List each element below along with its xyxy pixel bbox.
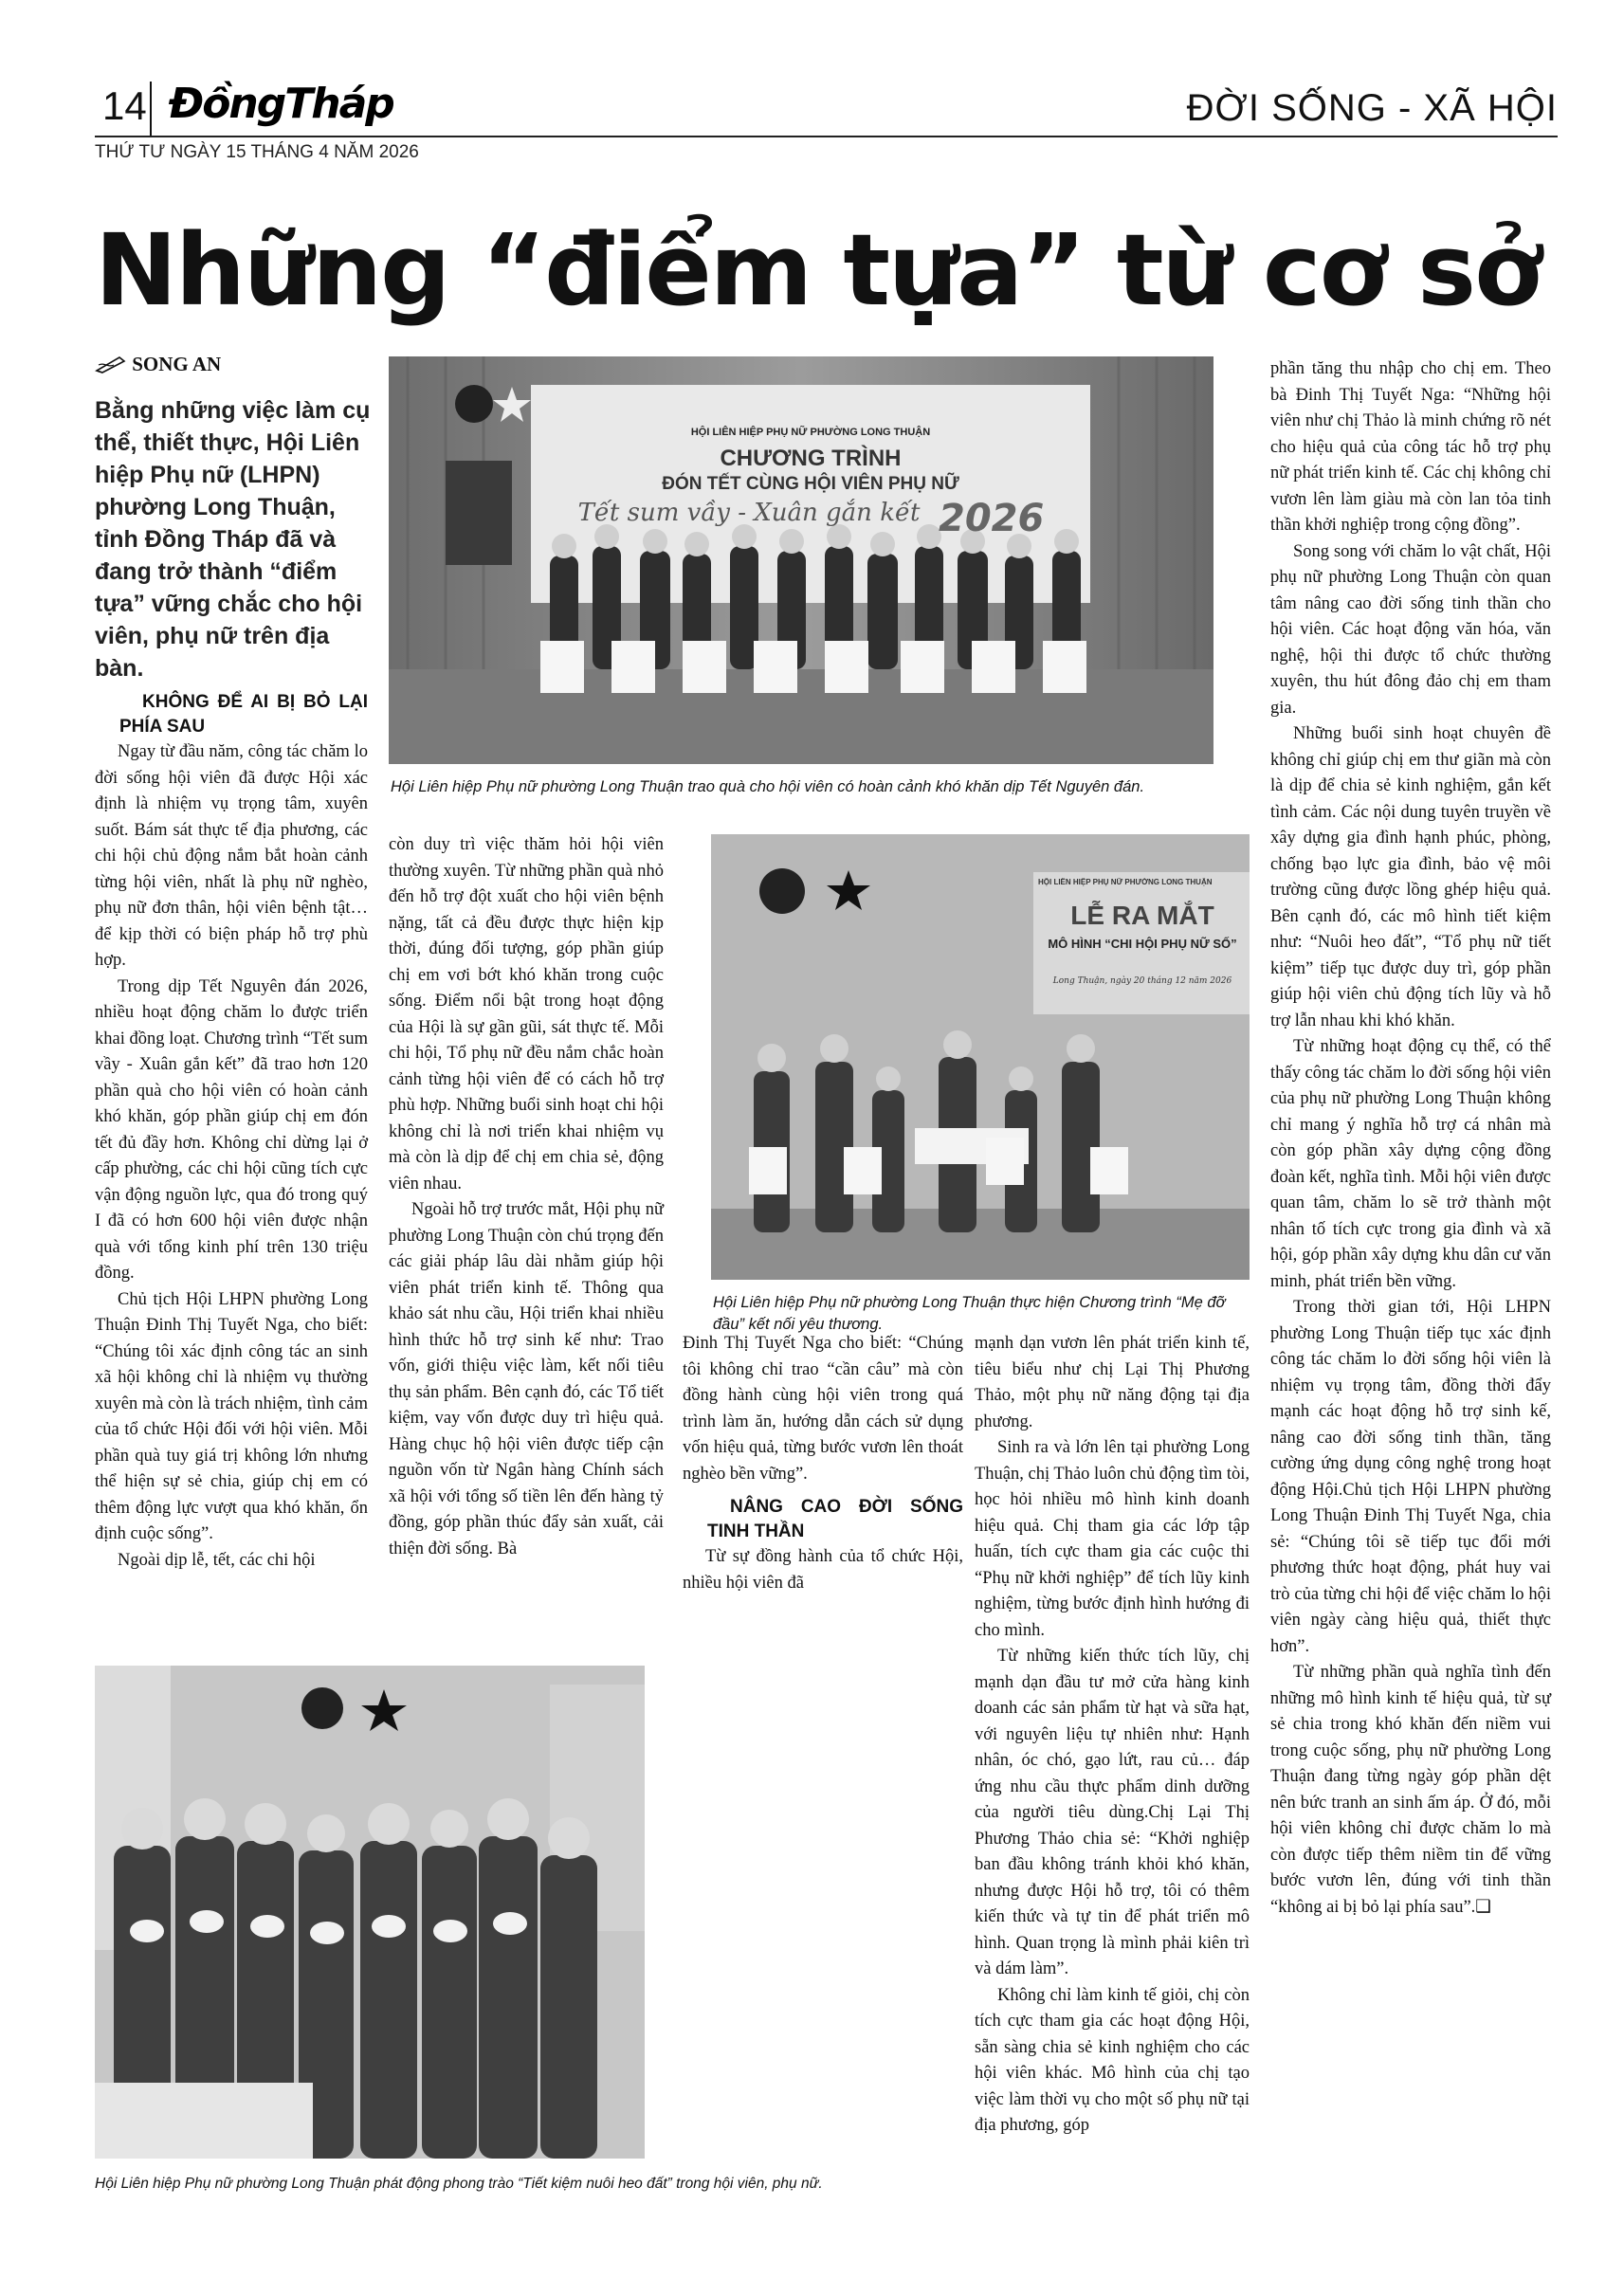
article-sapo: Bằng những việc làm cụ thể, thiết thực, Hội Liên hiệp Phụ nữ (LHPN) phường Long Thuận, tỉnh Đồng Tháp đã và đang trở thành “điểm tựa” vững chắc cho hội viên, phụ nữ trên địa bàn. [95,397,371,682]
photo-godmother-program [711,834,1250,1280]
paragraph: phần tăng thu nhập cho chị em. Theo bà Đinh Thị Tuyết Nga: “Những hội viên như chị Thảo là minh chứng rõ nét cho hiệu quả của công tác hỗ trợ phụ nữ phát triển kinh tế. Các chị không chỉ vươn lên làm giàu mà còn lan tỏa tinh thần khởi nghiệp trong cộng đồng”. [1270,359,1551,535]
article-column-3 [683,1331,963,1596]
paragraph: Chủ tịch Hội LHPN phường Long Thuận Đinh Thị Tuyết Nga, cho biết: “Chúng tôi xác định công tác an sinh xã hội không chỉ là nhiệm vụ thường xuyên mà còn là trách nhiệm, tình cảm của tổ chức Hội đối với hội viên. Mỗi phần quà tuy giá trị không lớn nhưng thể hiện sự sẻ chia, giúp chị em có thêm động lực vượt qua khó khăn, ổn định cuộc sống”. [95,1289,368,1543]
paragraph: Từ sự đồng hành của tổ chức Hội, nhiều hội viên đã [683,1547,963,1593]
subhead-1: KHÔNG ĐỂ AI BỊ BỎ LẠI PHÍA SAU [119,692,368,737]
newspaper-logo: ĐồngTháp [169,80,393,128]
banner-subtitle-2: MÔ HÌNH “CHI HỘI PHỤ NỮ SỐ” [1048,937,1237,951]
photo1-caption: Hội Liên hiệp Phụ nữ phường Long Thuận trao quà cho hội viên có hoàn cảnh khó khăn dịp Tết Nguyên đán. [391,778,1145,795]
article-column-5 [1270,356,1551,1921]
end-mark: ❑ [1475,1897,1491,1917]
banner-date-2: Long Thuận, ngày 20 tháng 12 năm 2026 [1052,976,1232,986]
subhead-2: NÂNG CAO ĐỜI SỐNG TINH THẦN [707,1497,963,1541]
closing-text: Từ những phần quà nghĩa tình đến những mô hình kinh tế hiệu quả, từ sự sẻ chia trong khó khăn đến niềm vui trong cuộc sống, phụ nữ phường Long Thuận đang từng ngày góp phần dệt nên bức tranh an sinh ấm áp. Ở đó, mỗi hội viên không chỉ được chăm lo mà còn được tiếp thêm niềm tin để vững bước vươn lên, đúng với tinh thần “không ai bị bỏ lại phía sau”. [1270,1663,1551,1917]
banner-title-2: LỄ RA MẮT [1070,901,1214,930]
paragraph: Từ những hoạt động cụ thể, có thể thấy công tác chăm lo đời sống hội viên của phụ nữ phường Long Thuận không chỉ mang ý nghĩa hỗ trợ cá nhân mà còn góp phần xây dựng cộng đồng đoàn kết, nghĩa tình. Mỗi hội viên được quan tâm, chăm lo sẽ trở thành một nhân tố tích cực trong gia đình và xã hội, góp phần xây dựng khu dân cư văn minh, phát triển bền vững. [1270,1037,1551,1291]
banner-script-1: Tết sum vầy - Xuân gắn kết [577,499,921,527]
paragraph: Sinh ra và lớn lên tại phường Long Thuận, chị Thảo luôn chủ động tìm tòi, học hỏi nhiều mô hình kinh doanh hiệu quả. Chị tham gia các lớp tập huấn, tích cực tham gia các cuộc thi “Phụ nữ khởi nghiệp” để tích lũy kinh nghiệm, từng bước định hình hướng đi cho mình. [975,1438,1250,1640]
paragraph: Đinh Thị Tuyết Nga cho biết: “Chúng tôi không chỉ trao “cần câu” mà còn đồng hành cùng hội viên trong quá trình làm ăn, hướng dẫn cách sử dụng vốn hiệu quả, từng bước vươn lên thoát nghèo bền vững”. [683,1334,963,1484]
photo-piggy-bank-image [95,1666,645,2159]
paragraph: Ngay từ đầu năm, công tác chăm lo đời sống hội viên đã được Hội xác định là nhiệm vụ trọng tâm, xuyên suốt. Bám sát thực tế địa phương, các chi hội chủ động nắm bắt hoàn cảnh từng hội viên, nhất là phụ nữ nghèo, phụ nữ đơn thân, hội viên bệnh tật… để kịp thời có biện pháp hỗ trợ phù hợp. [95,742,368,970]
photo-piggy-bank [95,1666,645,2159]
banner-org-1: HỘI LIÊN HIỆP PHỤ NỮ PHƯỜNG LONG THUẬN [690,427,931,438]
article-column-2 [389,832,664,1562]
photo3-caption: Hội Liên hiệp Phụ nữ phường Long Thuận phát động phong trào “Tiết kiệm nuôi heo đất” trong hội viên, phụ nữ. [95,2176,823,2192]
banner-subtitle-1: ĐÓN TẾT CÙNG HỘI VIÊN PHỤ NỮ [662,474,959,494]
article-column-1 [95,683,368,1574]
byline [95,353,221,376]
paragraph: Từ những kiến thức tích lũy, chị mạnh dạn đầu tư mở cửa hàng kinh doanh các sản phẩm từ hạt và sữa hạt, với nguyên liệu tự nhiên như: Hạnh nhân, óc chó, gạo lứt, rau củ… đáp ứng nhu cầu thực phẩm dinh dưỡng của người tiêu dùng.Chị Lại Thị Phương Thảo chia sẻ: “Khởi nghiệp ban đầu không tránh khỏi khó khăn, nhưng được Hội hỗ trợ, tôi có thêm kiến thức và tự tin để phát triển mô hình. Quan trọng là mình phải kiên trì và dám làm”. [975,1647,1250,1978]
banner-year-1: 2026 [939,497,1045,540]
paragraph: Ngoài dịp lễ, tết, các chi hội [118,1550,316,1570]
paragraph: Trong thời gian tới, Hội LHPN phường Long Thuận tiếp tục xác định công tác chăm lo đời sống hội viên là nhiệm vụ trọng tâm, đồng thời đẩy mạnh các hoạt động hỗ trợ sinh kế, nâng cao đời sống tinh thần, tăng cường ứng dụng công nghệ trong hoạt động Hội.Chủ tịch Hội LHPN phường Long Thuận Đinh Thị Tuyết Nga, chia sẻ: “Chúng tôi sẽ tiếp tục đổi mới phương thức hoạt động, phát huy vai trò của từng chi hội để việc chăm lo hội viên ngày càng hiệu quả, thiết thực hơn”. [1270,1298,1551,1656]
article-title: Những “điểm tựa” từ cơ sở [95,212,1541,328]
photo2-caption: Hội Liên hiệp Phụ nữ phường Long Thuận thực hiện Chương trình “Mẹ đỡ đầu” kết nối yêu thương. [713,1294,1226,1333]
banner-org-2: HỘI LIÊN HIỆP PHỤ NỮ PHƯỜNG LONG THUẬN [1038,878,1213,886]
paragraph: Ngoài hỗ trợ trước mắt, Hội phụ nữ phường Long Thuận còn chú trọng đến các giải pháp lâu dài nhằm giúp hội viên phát triển kinh tế. Thông qua khảo sát nhu cầu, Hội triển khai nhiều hình thức hỗ trợ sinh kế như: Trao vốn, giới thiệu việc làm, kết nối tiêu thụ sản phẩm. Bên cạnh đó, các Tổ tiết kiệm, vay vốn được duy trì hiệu quả. Hàng chục hộ hội viên được tiếp cận nguồn vốn từ Ngân hàng Chính sách xã hội với tổng số tiền lên đến hàng tỷ đồng, góp phần thúc đẩy sản xuất, cải thiện đời sống. Bà [389,1200,664,1558]
section-title: ĐỜI SỐNG - XÃ HỘI [1186,87,1558,129]
article-column-4 [975,1331,1250,2140]
author-name: SONG AN [132,353,222,375]
paragraph [1270,1660,1551,1921]
pen-icon [95,355,127,374]
paragraph: Song song với chăm lo vật chất, Hội phụ nữ phường Long Thuận còn quan tâm nâng cao đời sống tinh thần cho hội viên. Các hoạt động văn hóa, văn nghệ, hội thi được tổ chức thường xuyên, thu hút đông đảo chị em tham gia. [1270,541,1551,718]
paragraph: còn duy trì việc thăm hỏi hội viên thường xuyên. Từ những phần quà nhỏ đến hỗ trợ đột xuất cho hội viên bệnh nặng, tất cả đều được thực hiện kịp thời, đúng đối tượng, góp phần giúp chị em vơi bớt khó khăn trong cuộc sống. Điểm nổi bật trong hoạt động của Hội là sự gần gũi, sát thực tế. Mỗi chi hội, Tổ phụ nữ đều nắm chắc hoàn cảnh từng hội viên để có cách hỗ trợ phù hợp. Những buổi sinh hoạt chi hội không chỉ là nơi triển khai nhiệm vụ mà còn là dịp để chị em chia sẻ, động viên nhau. [389,835,664,1194]
paragraph: Những buổi sinh hoạt chuyên đề không chỉ giúp chị em thư giãn mà còn là dịp để chia sẻ kinh nghiệm, gắn kết tình cảm. Các nội dung tuyên truyền về xây dựng gia đình hạnh phúc, phòng, chống bạo lực gia đình, bảo vệ môi trường cũng được lồng ghép hiệu quả. Bên cạnh đó, các mô hình tiết kiệm như: “Nuôi heo đất”, “Tổ phụ nữ tiết kiệm” tiếp tục được duy trì, góp phần giúp hội viên chủ động tích lũy và hỗ trợ lẫn nhau khi khó khăn. [1270,724,1551,1030]
page-number: 14 [102,83,147,128]
photo-tet-gifts-image [389,356,1213,764]
issue-date: THỨ TƯ NGÀY 15 THÁNG 4 NĂM 2026 [95,142,419,162]
paragraph: mạnh dạn vươn lên phát triển kinh tế, tiêu biểu như chị Lại Thị Phương Thảo, một phụ nữ năng động tại địa phương. [975,1334,1250,1431]
masthead-rule [95,136,1558,137]
masthead-divider [150,82,152,137]
paragraph: Trong dịp Tết Nguyên đán 2026, nhiều hoạt động chăm lo được triển khai đồng loạt. Chương trình “Tết sum vầy - Xuân gắn kết” đã trao hơn 120 phần quà cho hội viên có hoàn cảnh khó khăn, góp phần giúp chị em đón tết đủ đầy hơn. Không chỉ dừng lại ở cấp phường, các chi hội cũng tích cực vận động nguồn lực, qua đó trong quý I đã có hơn 600 hội viên được nhận quà với tổng kinh phí trên 130 triệu đồng. [95,976,368,1283]
paragraph: Không chỉ làm kinh tế giỏi, chị còn tích cực tham gia các hoạt động Hội, sẵn sàng chia sẻ kinh nghiệm cho các hội viên khác. Mô hình của chị tạo việc làm thời vụ cho một số phụ nữ tại địa phương, góp [975,1985,1250,2135]
banner-title-1: CHƯƠNG TRÌNH [720,446,902,471]
photo-tet-gifts [389,356,1213,764]
